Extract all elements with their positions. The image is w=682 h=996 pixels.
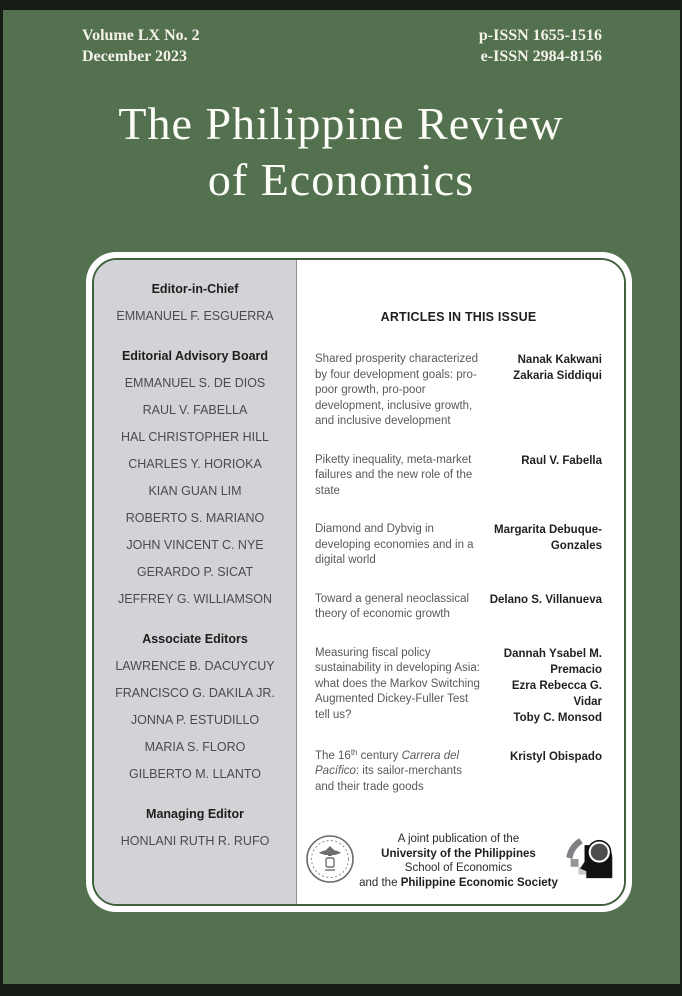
content-card-inner xyxy=(92,258,626,906)
article-authors xyxy=(487,646,602,726)
editorial-member-name: RAUL V. FABELLA xyxy=(142,403,248,417)
publication-text-segment: School of Economics xyxy=(404,862,513,874)
article-author: Zakaria Siddiqui xyxy=(513,370,602,382)
publication-text-segment: A joint publication of the xyxy=(397,833,520,845)
publication-text-line xyxy=(355,832,562,847)
editorial-section-heading: Editor-in-Chief xyxy=(151,282,239,296)
article-title xyxy=(315,453,481,500)
article-title-segment: Toward a general neoclassical theory of economic growth xyxy=(315,592,470,620)
editorial-section xyxy=(94,349,296,613)
article-title xyxy=(315,749,481,796)
editorial-member-name: ROBERTO S. MARIANO xyxy=(125,511,265,525)
article-title-segment: century xyxy=(357,749,402,762)
editorial-member-name: JOHN VINCENT C. NYE xyxy=(126,538,264,552)
article-title xyxy=(315,592,481,623)
publication-text-line xyxy=(355,861,562,876)
article-title-segment: The 16 xyxy=(315,749,351,762)
publication-text xyxy=(355,832,562,890)
publication-text-segment: University of the Philippines xyxy=(381,847,536,860)
publication-text-line xyxy=(355,876,562,891)
article-author: Kristyl Obispado xyxy=(509,750,602,763)
article-author: Raul V. Fabella xyxy=(521,454,602,467)
editorial-section-heading: Editorial Advisory Board xyxy=(121,349,269,363)
editorial-section-heading: Associate Editors xyxy=(142,632,248,646)
article-title-segment: Diamond and Dybvig in developing economies and in a digital world xyxy=(315,523,474,566)
article-authors xyxy=(487,352,602,430)
volume-label: Volume LX No. 2 xyxy=(82,27,200,44)
content-card xyxy=(86,252,632,912)
editorial-section xyxy=(94,282,296,330)
article-author: Nanak Kakwani xyxy=(517,354,602,366)
journal-title-line2: of Economics xyxy=(207,154,475,205)
article-authors xyxy=(487,453,602,500)
masthead xyxy=(82,26,602,68)
editorial-member-name: JONNA P. ESTUDILLO xyxy=(130,713,260,727)
articles-list xyxy=(315,352,602,795)
editorial-member-name: HAL CHRISTOPHER HILL xyxy=(121,430,269,444)
editorial-section xyxy=(94,632,296,788)
article-title xyxy=(315,522,481,569)
editorial-panel xyxy=(94,260,297,904)
article-author: Margarita Debuque- xyxy=(494,524,602,536)
article-title-segment: Shared prosperity characterized by four development goals: pro-poor growth, pro-poor development, inclusive growth, and inclusive development xyxy=(315,353,478,427)
article-author: Dannah Ysabel M. Premacio xyxy=(503,647,602,676)
article-row xyxy=(315,592,602,623)
article-authors xyxy=(487,749,602,796)
article-title-segment: Measuring fiscal policy sustainability in developing Asia: what does the Markov Switching Augmented Dickey-Fuller Test tell us? xyxy=(315,646,480,721)
article-author: Ezra Rebecca G. Vidar xyxy=(511,679,602,708)
e-issn-label: e-ISSN 2984-8156 xyxy=(480,47,602,65)
editorial-member-name: LAWRENCE B. DACUYCUY xyxy=(115,659,275,673)
article-row xyxy=(315,352,602,430)
editorial-member-name: HONLANI RUTH R. RUFO xyxy=(120,834,270,848)
article-title-segment: Carrera del Pacífico xyxy=(315,749,460,777)
pes-logo-icon xyxy=(562,833,614,890)
journal-title xyxy=(0,96,682,208)
article-authors xyxy=(487,522,602,569)
date-label: December 2023 xyxy=(82,47,187,65)
editorial-section xyxy=(94,807,296,855)
articles-panel xyxy=(297,260,624,904)
editorial-member-name: CHARLES Y. HORIOKA xyxy=(128,457,262,471)
article-row xyxy=(315,522,602,569)
editorial-member-name: FRANCISCO G. DAKILA JR. xyxy=(115,686,275,700)
article-author: Toby C. Monsod xyxy=(513,711,602,724)
editorial-member-name: EMMANUEL F. ESGUERRA xyxy=(116,309,274,323)
article-row xyxy=(315,453,602,500)
editorial-member-name: MARIA S. FLORO xyxy=(144,740,246,754)
article-title-segment: : its sailor-merchants and their trade goods xyxy=(315,765,463,793)
editorial-section-heading: Managing Editor xyxy=(146,807,244,821)
publication-text-line xyxy=(355,847,562,862)
article-author: Delano S. Villanueva xyxy=(489,593,602,606)
editorial-member-name: JEFFREY G. WILLIAMSON xyxy=(118,592,272,606)
publication-footer xyxy=(305,832,614,890)
p-issn-label: p-ISSN 1655-1516 xyxy=(478,27,602,44)
journal-title-line1: The Philippine Review xyxy=(118,98,564,149)
editorial-member-name: KIAN GUAN LIM xyxy=(148,484,242,498)
article-row xyxy=(315,646,602,726)
article-title xyxy=(315,352,481,430)
article-title-segment: Piketty inequality, meta-market failures and the new role of the state xyxy=(315,453,473,497)
articles-heading: ARTICLES IN THIS ISSUE xyxy=(380,310,537,324)
article-author: Gonzales xyxy=(550,540,602,552)
editorial-member-name: GILBERTO M. LLANTO xyxy=(129,767,261,781)
publication-text-segment: Philippine Economic Society xyxy=(400,876,558,889)
article-title-segment: th xyxy=(350,747,358,757)
volume-date xyxy=(82,26,200,68)
article-authors xyxy=(487,592,602,623)
article-row xyxy=(315,749,602,796)
editorial-member-name: GERARDO P. SICAT xyxy=(136,565,254,579)
up-seal-icon xyxy=(305,834,355,889)
editorial-member-name: EMMANUEL S. DE DIOS xyxy=(124,376,266,390)
publication-text-segment: and the xyxy=(359,876,401,889)
article-title xyxy=(315,646,481,726)
issn-block xyxy=(479,26,602,68)
